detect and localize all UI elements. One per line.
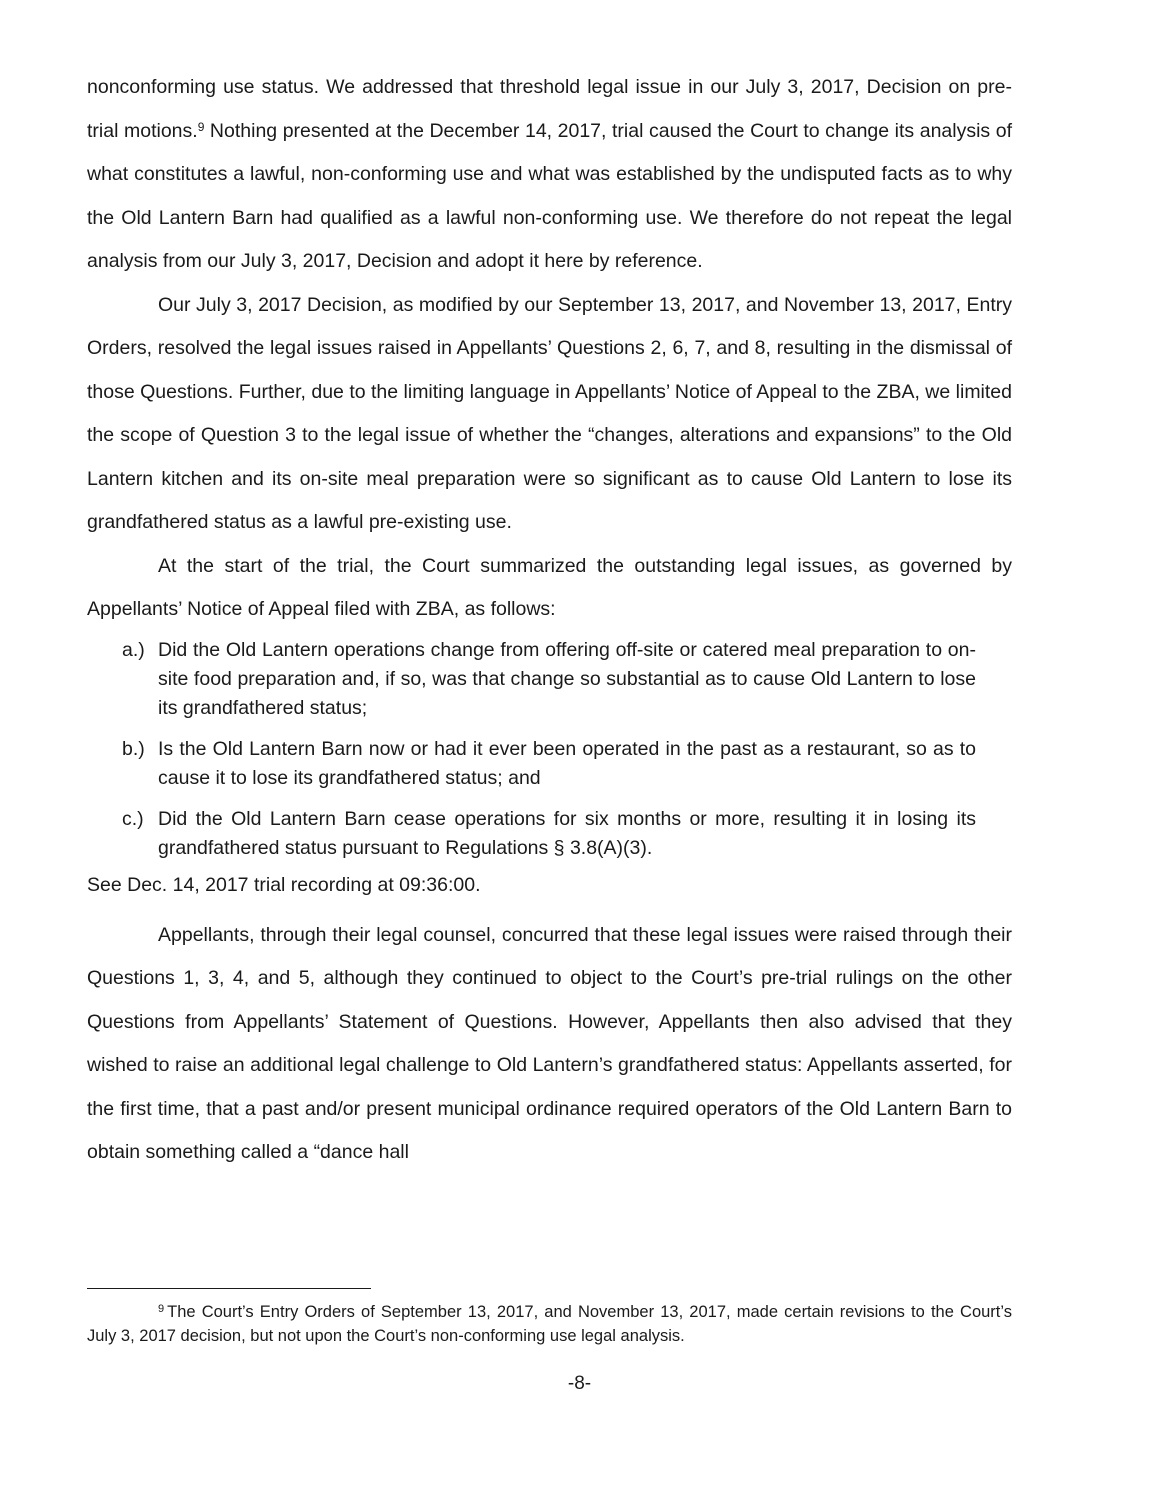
list-item-marker: c.) xyxy=(122,807,144,830)
list-item-text: Did the Old Lantern operations change from offering off-site or catered meal preparation to on-site food preparation and, if so, was that change so substantial as to cause Old Lantern to lose its grandfathered status; xyxy=(158,638,976,719)
list-item-text: Is the Old Lantern Barn now or had it ever been operated in the past as a restaurant, so as to cause it to lose its grandfathered status; and xyxy=(158,737,976,789)
footnote xyxy=(87,1300,1012,1348)
footnote-marker: 9 xyxy=(158,1303,165,1315)
paragraph-1 xyxy=(87,66,1012,284)
list-item-marker: b.) xyxy=(122,737,145,760)
list-item xyxy=(122,735,976,793)
footnote-reference[interactable]: 9 xyxy=(197,119,205,134)
list-item xyxy=(122,805,976,863)
body-text xyxy=(87,66,1012,1175)
paragraph-1-text-a: nonconforming use status. We addressed that threshold legal issue in our July 3, 2017, Decision on pre-trial motions. xyxy=(87,76,1012,142)
citation-line: See Dec. 14, 2017 trial recording at 09:36:00. xyxy=(87,873,481,896)
paragraph-4: Appellants, through their legal counsel, concurred that these legal issues were raised through their Questions 1, 3, 4, and 5, although they continued to object to the Court’s pre-trial rulings on the other Questions from Appellants’ Statement of Questions. However, Appellants then also advised that they wished to raise an additional legal challenge to Old Lantern’s grandfathered status: Appellants asserted, for the first time, that a past and/or present municipal ordinance required operators of the Old Lantern Barn to obtain something called a “dance hall xyxy=(87,923,1012,1163)
footnote-divider xyxy=(87,1288,371,1289)
paragraph-1-text-b: Nothing presented at the December 14, 2017, trial caused the Court to change its analysis of what constitutes a lawful, non-conforming use and what was established by the undisputed facts as to why the Old Lantern Barn had qualified as a lawful non-conforming use. We therefore do not repeat the legal analysis from our July 3, 2017, Decision and adopt it here by reference. xyxy=(87,119,1012,272)
list-item-marker: a.) xyxy=(122,638,145,661)
list-item xyxy=(122,636,976,723)
paragraph-2: Our July 3, 2017 Decision, as modified by our September 13, 2017, and November 13, 2017, Entry Orders, resolved the legal issues raised in Appellants’ Questions 2, 6, 7, and 8, resulting in the dismissal of those Questions. Further, due to the limiting language in Appellants’ Notice of Appeal to the ZBA, we limited the scope of Question 3 to the legal issue of whether the “changes, alterations and expansions” to the Old Lantern kitchen and its on-site meal preparation were so significant as to cause Old Lantern to lose its grandfathered status as a lawful pre-existing use. xyxy=(87,293,1012,533)
issues-list xyxy=(87,636,1012,863)
footnote-text: The Court’s Entry Orders of September 13, 2017, and November 13, 2017, made certain revisions to the Court’s July 3, 2017 decision, but not upon the Court’s non-conforming use legal analysis. xyxy=(87,1303,1012,1345)
paragraph-3: At the start of the trial, the Court summarized the outstanding legal issues, as governed by Appellants’ Notice of Appeal filed with ZBA, as follows: xyxy=(87,554,1012,620)
page-number: -8- xyxy=(567,1373,592,1394)
list-item-text: Did the Old Lantern Barn cease operations for six months or more, resulting it in losing its grandfathered status pursuant to Regulations § 3.8(A)(3). xyxy=(158,807,976,859)
